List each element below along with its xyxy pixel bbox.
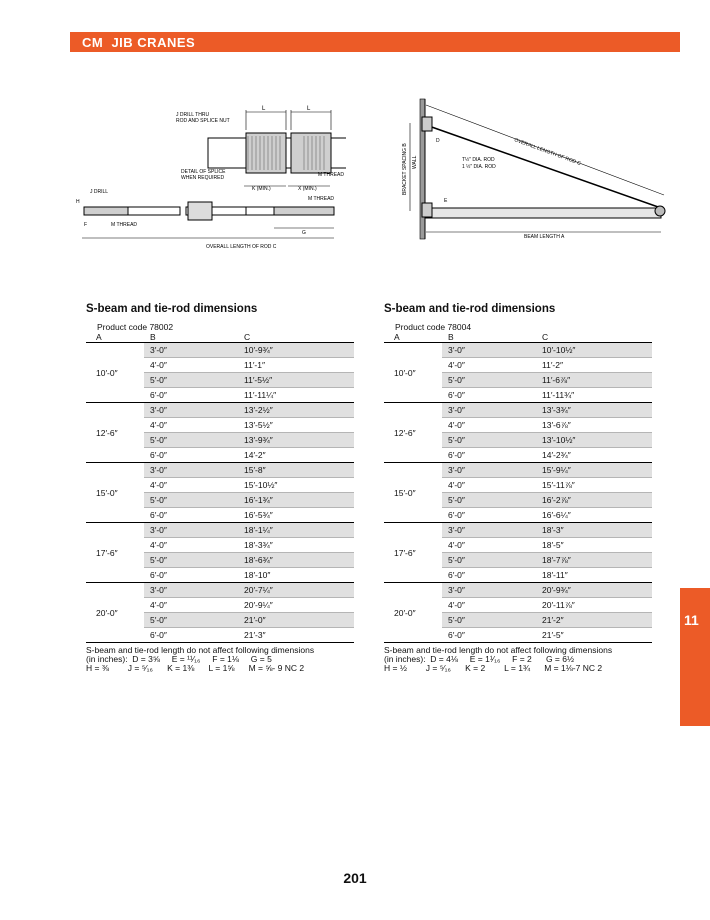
table-row bbox=[144, 357, 354, 372]
cell-b: 3′-0″ bbox=[150, 465, 167, 475]
table-78002 bbox=[86, 303, 354, 673]
cell-b: 6′-0″ bbox=[150, 450, 167, 460]
table-group bbox=[384, 343, 652, 403]
bottom-bracket bbox=[422, 203, 432, 217]
splice-nut-right bbox=[291, 133, 331, 173]
table-row bbox=[144, 447, 354, 462]
cell-c: 11′-11¼″ bbox=[244, 390, 277, 400]
cell-b: 4′-0″ bbox=[448, 600, 465, 610]
product-code: Product code 78004 bbox=[395, 322, 472, 332]
table-title: S-beam and tie-rod dimensions bbox=[86, 303, 258, 315]
table-group bbox=[384, 403, 652, 463]
cell-c: 21′-5″ bbox=[542, 630, 564, 640]
note-line-1: S-beam and tie-rod length do not affect following dimensions bbox=[384, 645, 613, 655]
cell-b: 5′-0″ bbox=[150, 435, 167, 445]
cell-b: 4′-0″ bbox=[448, 360, 465, 370]
cell-b: 5′-0″ bbox=[448, 615, 465, 625]
note-line-2: (in inches): D = 4⅛ E = 1¹⁄₁₆ F = 2 G = 6½ bbox=[384, 654, 575, 664]
cell-c: 11′-11¾″ bbox=[542, 390, 575, 400]
cell-a: 15′-0″ bbox=[394, 487, 416, 498]
jib-assembly-diagram bbox=[396, 95, 676, 255]
cell-b: 6′-0″ bbox=[448, 630, 465, 640]
table-group bbox=[384, 583, 652, 643]
brand-logo: CM bbox=[82, 35, 104, 50]
cell-b: 5′-0″ bbox=[150, 375, 167, 385]
cell-a: 12′-6″ bbox=[394, 427, 416, 438]
table-row bbox=[144, 417, 354, 432]
cell-b: 5′-0″ bbox=[448, 555, 465, 565]
dim-g: G bbox=[302, 230, 306, 236]
cell-b: 4′-0″ bbox=[150, 540, 167, 550]
rod-segment-1 bbox=[128, 207, 180, 215]
cell-a: 20′-0″ bbox=[394, 607, 416, 618]
table-row bbox=[144, 597, 354, 612]
table-row bbox=[442, 597, 652, 612]
table-row bbox=[442, 387, 652, 402]
table-row bbox=[442, 357, 652, 372]
label-m-thread-top: M THREAD bbox=[317, 172, 344, 178]
cell-b: 4′-0″ bbox=[150, 600, 167, 610]
table-row bbox=[442, 552, 652, 567]
cell-c: 13′-3¾″ bbox=[542, 405, 571, 415]
table-body bbox=[86, 343, 354, 643]
table-row bbox=[144, 372, 354, 387]
table-row bbox=[442, 567, 652, 582]
label-detail-splice: DETAIL OF SPLICE bbox=[181, 169, 226, 175]
table-row bbox=[442, 343, 652, 357]
cell-c: 16′-2⅞″ bbox=[542, 495, 571, 505]
cell-b: 5′-0″ bbox=[448, 375, 465, 385]
label-x-min: X (MIN.) bbox=[298, 186, 317, 192]
cell-c: 18′-6¾″ bbox=[244, 555, 273, 565]
table-row bbox=[442, 537, 652, 552]
cell-c: 20′-9¼″ bbox=[244, 600, 273, 610]
table-row bbox=[442, 612, 652, 627]
cell-b: 5′-0″ bbox=[150, 615, 167, 625]
table-row bbox=[144, 537, 354, 552]
cell-a: 10′-0″ bbox=[96, 367, 118, 378]
table-group bbox=[384, 523, 652, 583]
cell-b: 3′-0″ bbox=[448, 585, 465, 595]
cell-c: 20′-11⅞″ bbox=[542, 600, 575, 610]
cell-c: 21′-0″ bbox=[244, 615, 266, 625]
cell-c: 11′-6⅞″ bbox=[542, 375, 571, 385]
cell-c: 14′-2″ bbox=[244, 450, 266, 460]
cell-b: 4′-0″ bbox=[150, 480, 167, 490]
s-beam bbox=[426, 208, 661, 218]
table-row bbox=[442, 583, 652, 597]
cell-a: 12′-6″ bbox=[96, 427, 118, 438]
dim-l2: L bbox=[307, 106, 311, 112]
col-c-header: C bbox=[244, 332, 251, 342]
label-wall: WALL bbox=[412, 155, 418, 169]
cell-b: 5′-0″ bbox=[448, 435, 465, 445]
header-bar bbox=[70, 32, 680, 52]
cell-a: 17′-6″ bbox=[394, 547, 416, 558]
cell-b: 6′-0″ bbox=[448, 570, 465, 580]
table-row bbox=[442, 627, 652, 642]
tie-rod-diagram bbox=[76, 100, 346, 260]
label-rod-dia-1: T½″ DIA. ROD bbox=[462, 157, 495, 163]
table-row bbox=[144, 627, 354, 642]
cell-c: 18′-5″ bbox=[542, 540, 564, 550]
table-row bbox=[144, 492, 354, 507]
table-row bbox=[144, 583, 354, 597]
table-row bbox=[442, 372, 652, 387]
rod-end-left bbox=[84, 207, 128, 215]
table-title: S-beam and tie-rod dimensions bbox=[384, 303, 556, 315]
table-row bbox=[144, 432, 354, 447]
chapter-tab bbox=[680, 588, 710, 726]
cell-c: 14′-2¾″ bbox=[542, 450, 571, 460]
label-drill-thru-2: ROD AND SPLICE NUT bbox=[176, 118, 230, 124]
label-drill-thru: J DRILL THRU bbox=[176, 112, 210, 118]
cell-b: 3′-0″ bbox=[150, 525, 167, 535]
cell-b: 3′-0″ bbox=[448, 345, 465, 355]
cell-c: 18′-3″ bbox=[542, 525, 564, 535]
cell-b: 3′-0″ bbox=[150, 585, 167, 595]
cell-c: 15′-8″ bbox=[244, 465, 266, 475]
table-row bbox=[144, 387, 354, 402]
cell-b: 6′-0″ bbox=[448, 390, 465, 400]
cell-c: 15′-11⅞″ bbox=[542, 480, 575, 490]
label-m-thread-bottom: M THREAD bbox=[111, 222, 138, 228]
table-row bbox=[144, 343, 354, 357]
table-row bbox=[144, 463, 354, 477]
cell-b: 3′-0″ bbox=[448, 465, 465, 475]
col-a-header: A bbox=[96, 332, 102, 342]
cell-b: 4′-0″ bbox=[448, 540, 465, 550]
table-row bbox=[144, 523, 354, 537]
cell-c: 16′-1¾″ bbox=[244, 495, 273, 505]
cell-c: 20′-7¼″ bbox=[244, 585, 273, 595]
table-row bbox=[442, 403, 652, 417]
table-row bbox=[144, 403, 354, 417]
cell-b: 6′-0″ bbox=[150, 510, 167, 520]
cell-b: 6′-0″ bbox=[150, 390, 167, 400]
cell-c: 21′-3″ bbox=[244, 630, 266, 640]
rod-end-right bbox=[274, 207, 334, 215]
label-overall-length: OVERALL LENGTH OF ROD C bbox=[206, 244, 277, 250]
cell-c: 11′-1″ bbox=[244, 360, 265, 370]
label-rod-dia-2: 1 ½″ DIA. ROD bbox=[462, 164, 496, 170]
table-row bbox=[144, 507, 354, 522]
cell-c: 20′-9¾″ bbox=[542, 585, 571, 595]
column-header-row bbox=[86, 332, 354, 343]
table-78004 bbox=[384, 303, 652, 673]
cell-c: 16′-5¾″ bbox=[244, 510, 273, 520]
table-row bbox=[442, 492, 652, 507]
table-group bbox=[86, 403, 354, 463]
cell-c: 18′-3¾″ bbox=[244, 540, 273, 550]
cell-c: 18′-7⅞″ bbox=[542, 555, 571, 565]
cell-b: 6′-0″ bbox=[150, 630, 167, 640]
column-header-row bbox=[384, 332, 652, 343]
cell-b: 6′-0″ bbox=[448, 510, 465, 520]
note-line-3: H = ½ J = ⁵⁄₁₆ K = 2 L = 1¾ M = 1⅛-7 NC 2 bbox=[384, 663, 603, 673]
table-group bbox=[86, 343, 354, 403]
table-group bbox=[86, 463, 354, 523]
cell-b: 3′-0″ bbox=[448, 405, 465, 415]
cell-b: 3′-0″ bbox=[448, 525, 465, 535]
col-b-header: B bbox=[448, 332, 454, 342]
table-row bbox=[442, 477, 652, 492]
label-overall-rod: OVERALL LENGTH OF ROD C bbox=[513, 137, 582, 167]
dim-e: E bbox=[444, 198, 448, 204]
product-code: Product code 78002 bbox=[97, 322, 174, 332]
table-row bbox=[144, 477, 354, 492]
label-m-thread-right: M THREAD bbox=[308, 196, 335, 202]
cell-c: 13′-10½″ bbox=[542, 435, 576, 445]
col-a-header: A bbox=[394, 332, 400, 342]
note-line-1: S-beam and tie-rod length do not affect following dimensions bbox=[86, 645, 315, 655]
cell-c: 13′-5½″ bbox=[244, 420, 273, 430]
cell-b: 3′-0″ bbox=[150, 405, 167, 415]
dim-h: H bbox=[76, 199, 80, 205]
table-row bbox=[442, 432, 652, 447]
cell-b: 4′-0″ bbox=[150, 420, 167, 430]
cell-a: 10′-0″ bbox=[394, 367, 416, 378]
rod-end-bracket bbox=[655, 206, 665, 216]
cell-c: 18′-1¼″ bbox=[244, 525, 273, 535]
label-bracket-spacing: BRACKET SPACING B bbox=[402, 143, 408, 195]
section-title: JIB CRANES bbox=[111, 35, 196, 50]
header-title bbox=[82, 35, 195, 50]
cell-c: 18′-10″ bbox=[244, 570, 271, 580]
label-beam-length: BEAM LENGTH A bbox=[524, 234, 565, 240]
cell-b: 5′-0″ bbox=[448, 495, 465, 505]
note-line-2: (in inches): D = 3⅝ E = ¹¹⁄₁₆ F = 1⅛ G = 5 bbox=[86, 654, 272, 664]
note-line-3: H = ⅜ J = ⁵⁄₁₆ K = 1⅜ L = 1⅝ M = ⅝- 9 NC 2 bbox=[86, 663, 305, 673]
cell-c: 16′-6¼″ bbox=[542, 510, 571, 520]
cell-b: 4′-0″ bbox=[448, 420, 465, 430]
table-row bbox=[144, 612, 354, 627]
cell-b: 5′-0″ bbox=[150, 495, 167, 505]
cell-c: 15′-10½″ bbox=[244, 480, 278, 490]
table-row bbox=[144, 552, 354, 567]
cell-c: 15′-9¼″ bbox=[542, 465, 571, 475]
cell-b: 3′-0″ bbox=[150, 345, 167, 355]
cell-a: 20′-0″ bbox=[96, 607, 118, 618]
table-group bbox=[384, 463, 652, 523]
cell-c: 11′-2″ bbox=[542, 360, 563, 370]
cell-b: 4′-0″ bbox=[448, 480, 465, 490]
label-j-drill: J DRILL bbox=[90, 189, 109, 195]
page-number: 201 bbox=[343, 870, 367, 886]
table-row bbox=[442, 417, 652, 432]
cell-a: 17′-6″ bbox=[96, 547, 118, 558]
cell-b: 6′-0″ bbox=[150, 570, 167, 580]
chapter-number: 11 bbox=[684, 612, 699, 628]
dim-d: D bbox=[436, 138, 440, 144]
cell-c: 18′-11″ bbox=[542, 570, 568, 580]
dim-l1: L bbox=[262, 106, 266, 112]
cell-c: 13′-2½″ bbox=[244, 405, 273, 415]
cell-c: 11′-5½″ bbox=[244, 375, 273, 385]
table-body bbox=[384, 343, 652, 643]
table-row bbox=[442, 463, 652, 477]
cell-c: 10′-10½″ bbox=[542, 345, 576, 355]
cell-c: 10′-9¾″ bbox=[244, 345, 273, 355]
cell-c: 13′-6⅞″ bbox=[542, 420, 571, 430]
cell-c: 13′-9¾″ bbox=[244, 435, 273, 445]
cell-b: 5′-0″ bbox=[150, 555, 167, 565]
cell-a: 15′-0″ bbox=[96, 487, 118, 498]
col-c-header: C bbox=[542, 332, 549, 342]
table-group bbox=[86, 523, 354, 583]
table-row bbox=[144, 567, 354, 582]
cell-b: 4′-0″ bbox=[150, 360, 167, 370]
top-bracket bbox=[422, 117, 432, 131]
col-b-header: B bbox=[150, 332, 156, 342]
rod-segment-3 bbox=[246, 207, 274, 215]
table-row bbox=[442, 523, 652, 537]
label-detail-splice-2: WHEN REQUIRED bbox=[181, 175, 225, 181]
cell-c: 21′-2″ bbox=[542, 615, 564, 625]
splice-nut-lower bbox=[188, 202, 212, 220]
dim-f: F bbox=[84, 222, 88, 228]
label-k-min: K (MIN.) bbox=[252, 186, 271, 192]
table-row bbox=[442, 447, 652, 462]
table-group bbox=[86, 583, 354, 643]
cell-b: 6′-0″ bbox=[448, 450, 465, 460]
table-row bbox=[442, 507, 652, 522]
